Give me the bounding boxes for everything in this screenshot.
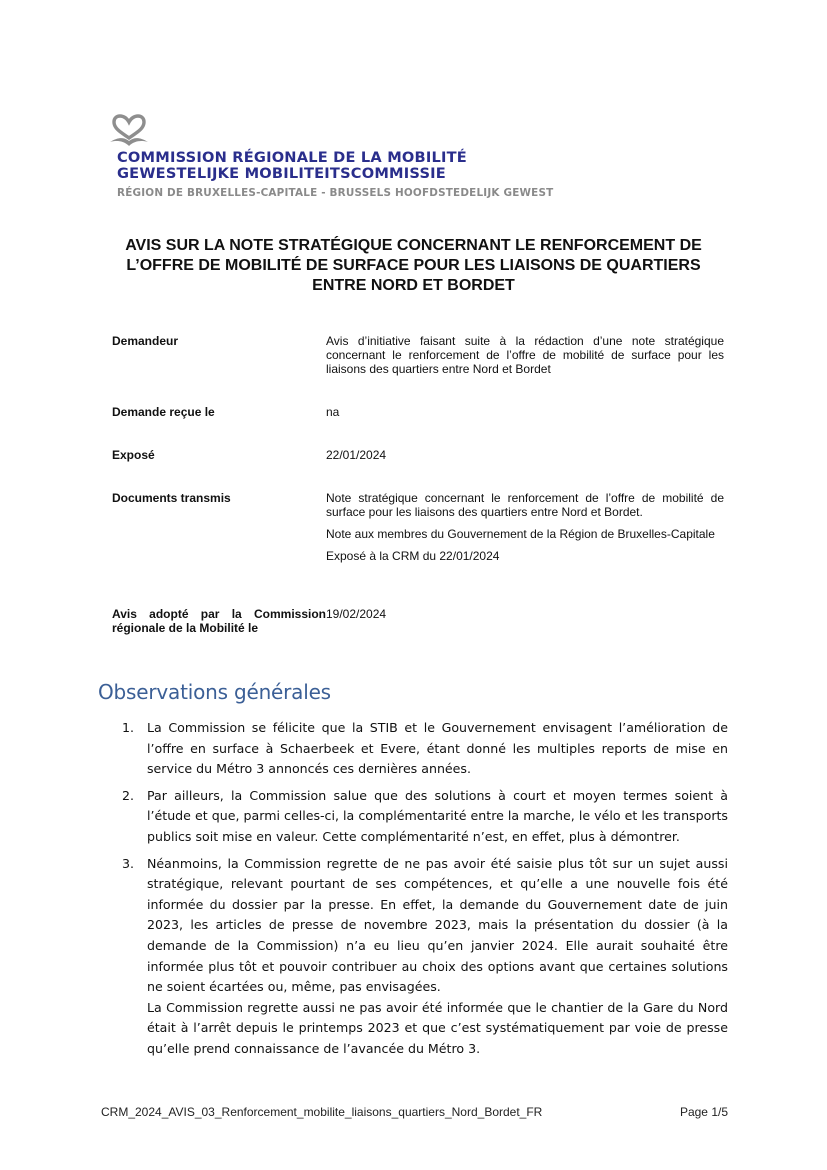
- demande-label: Demande reçue le: [112, 405, 215, 419]
- demandeur-value: Avis d’initiative faisant suite à la rédaction d’une note stratégique concernant le renforcement de l’offre de mobilité de surface pour les liaisons des quartiers entre Nord et Bordet: [326, 334, 724, 376]
- meta-row-expose: [112, 448, 724, 462]
- documents-value: [326, 491, 724, 571]
- avis-label: Avis adopté par la Commission régionale de la Mobilité le: [112, 607, 326, 635]
- item-text-block: [147, 854, 728, 1060]
- avis-value: 19/02/2024: [326, 607, 387, 621]
- document-item: Exposé à la CRM du 22/01/2024: [326, 549, 500, 563]
- document-item: Note stratégique concernant le renforcement de l’offre de mobilité de surface pour les liaisons des quartiers entre Nord et Bordet.: [326, 491, 724, 519]
- org-name-fr: COMMISSION RÉGIONALE DE LA MOBILITÉ: [117, 149, 467, 166]
- region-name: RÉGION DE BRUXELLES-CAPITALE - BRUSSELS HOOFDSTEDELIJK GEWEST: [117, 187, 554, 199]
- meta-row-demandeur: [112, 334, 724, 376]
- title-line-1: AVIS SUR LA NOTE STRATÉGIQUE CONCERNANT LE RENFORCEMENT DE: [125, 237, 702, 254]
- observations-list: [112, 718, 728, 1066]
- header-block: [117, 150, 553, 200]
- list-item: [112, 854, 728, 1060]
- expose-label: Exposé: [112, 448, 155, 462]
- demande-value: na: [326, 405, 340, 419]
- list-item: [112, 786, 728, 848]
- meta-row-documents: [112, 491, 724, 571]
- section-title: Observations générales: [98, 680, 331, 704]
- footer-filename: CRM_2024_AVIS_03_Renforcement_mobilite_liaisons_quartiers_Nord_Bordet_FR: [101, 1105, 543, 1119]
- item-number: 3.: [122, 855, 135, 871]
- item-number: 1.: [122, 720, 135, 735]
- item-text: La Commission se félicite que la STIB et le Gouvernement envisagent l’amélioration de l’offre en surface à Schaerbeek et Evere, étant donné les multiples reports de mise en service du Métro 3 annoncés ces dernières années.: [147, 720, 728, 777]
- item-text: Par ailleurs, la Commission salue que des solutions à court et moyen termes soient à l’étude et que, parmi celles-ci, la complémentarité entre la marche, le vélo et les transports publics soit mise en valeur. Cette complémentarité n’est, en effet, plus à démontrer.: [147, 787, 728, 844]
- demandeur-label: Demandeur: [112, 334, 179, 348]
- item-number: 2.: [122, 787, 135, 803]
- item-text: Néanmoins, la Commission regrette de ne pas avoir été saisie plus tôt sur un sujet aussi stratégique, relevant pourtant de ses compétences, et qu’elle a une nouvelle fois été informée du dossier par la presse. En effet, la demande du Gouvernement date de juin 2023, les articles de presse de novembre 2023, mais la présentation du dossier (à la demande de la Commission) n’a eu lieu qu’en janvier 2024. Elle aurait souhaité être informée plus tôt et pouvoir contribuer au choix des options avant que certaines solutions ne soient écartées ou, même, pas envisagées.: [147, 855, 728, 995]
- documents-label: Documents transmis: [112, 491, 231, 505]
- title-line-3: ENTRE NORD ET BORDET: [312, 277, 515, 294]
- org-name-nl: GEWESTELIJKE MOBILITEITSCOMMISSIE: [117, 165, 446, 182]
- title-line-2: L’OFFRE DE MOBILITÉ DE SURFACE POUR LES LIAISONS DE QUARTIERS: [126, 257, 701, 274]
- crm-logo-icon: [108, 112, 150, 148]
- page-number: Page 1/5: [679, 1105, 728, 1119]
- document-title: [96, 236, 731, 296]
- meta-row-avis: [112, 607, 724, 635]
- meta-row-demande: [112, 405, 724, 419]
- item-text-continued: La Commission regrette aussi ne pas avoir été informée que le chantier de la Gare du Nord était à l’arrêt depuis le printemps 2023 et que c’est systématiquement par voie de presse qu’elle prend connaissance de l’avancée du Métro 3.: [147, 999, 728, 1056]
- document-item: Note aux membres du Gouvernement de la Région de Bruxelles-Capitale: [326, 527, 715, 541]
- expose-value: 22/01/2024: [326, 448, 387, 462]
- list-item: [112, 718, 728, 780]
- page-footer: [101, 1105, 728, 1119]
